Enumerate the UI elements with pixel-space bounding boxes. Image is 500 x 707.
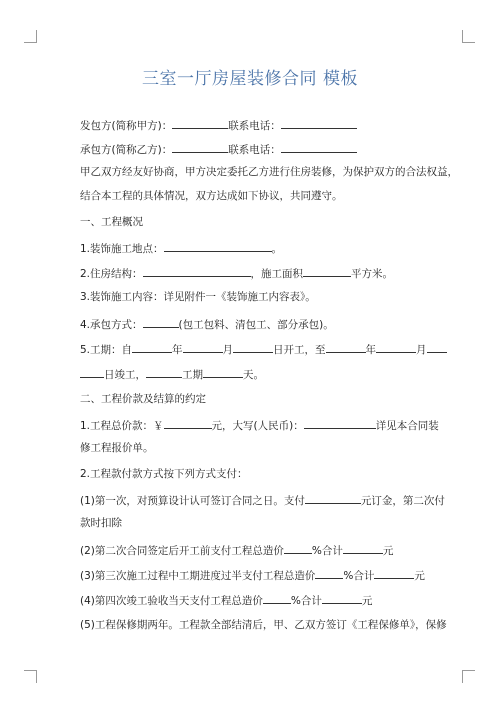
party-b-phone-blank[interactable] xyxy=(281,141,357,153)
deposit-blank[interactable] xyxy=(305,492,361,504)
party-a-phone-blank[interactable] xyxy=(281,117,357,129)
document-title: 三室一厅房屋装修合同 模板 xyxy=(142,69,358,89)
end-day-blank-part2[interactable] xyxy=(80,366,104,378)
end-day-blank-part1[interactable] xyxy=(427,341,447,353)
area-blank[interactable] xyxy=(303,265,351,277)
party-a-line: 发包方(简称甲方)： 联系电话： xyxy=(80,117,450,133)
payment-1: (1)第一次，对预算设计认可签订合同之日。支付 元订金，第二次付 xyxy=(80,492,450,508)
item-1-1: 1.装饰施工地点： 。 xyxy=(80,240,450,256)
item-2-1-cont: 修工程报价单。 xyxy=(80,442,154,454)
item-2-1: 1.工程总价款：￥ 元，大写(人民币)： 详见本合同装 xyxy=(80,417,450,433)
crop-mark-bottom-left xyxy=(24,670,37,683)
crop-mark-top-left xyxy=(24,30,37,43)
item-1-4: 4.承包方式： (包工包料、清包工、部分承包)。 xyxy=(80,316,450,332)
payment-2-amount-blank[interactable] xyxy=(343,542,383,554)
item-1-5: 5.工期：自 年 月 日开工，至 年 月 xyxy=(80,341,450,357)
party-a-name-blank[interactable] xyxy=(172,117,228,129)
section-1-heading: 一、工程概况 xyxy=(80,216,143,228)
site-address-blank[interactable] xyxy=(164,240,272,252)
structure-blank[interactable] xyxy=(143,265,251,277)
item-1-2: 2.住房结构： ，施工面积 平方米。 xyxy=(80,265,450,281)
item-1-3: 3.装饰施工内容：详见附件一《装饰施工内容表》。 xyxy=(80,291,316,303)
payment-2-percent-blank[interactable] xyxy=(284,542,312,554)
payment-4: (4)第四次竣工验收当天支付工程总造价 %合计 元 xyxy=(80,592,450,608)
start-year-blank[interactable] xyxy=(132,341,172,353)
total-price-blank[interactable] xyxy=(164,417,212,429)
item-1-5-cont: 日竣工， 工期 天。 xyxy=(80,366,450,382)
payment-3: (3)第三次施工过程中工期进度过半支付工程总造价 %合计 元 xyxy=(80,567,450,583)
end-year-blank[interactable] xyxy=(326,341,366,353)
duration-days-blank[interactable] xyxy=(203,366,243,378)
start-month-blank[interactable] xyxy=(183,341,223,353)
party-b-name-blank[interactable] xyxy=(172,141,228,153)
payment-4-percent-blank[interactable] xyxy=(263,592,291,604)
start-day-blank[interactable] xyxy=(233,341,273,353)
total-price-words-blank[interactable] xyxy=(304,417,376,429)
payment-3-amount-blank[interactable] xyxy=(374,567,414,579)
party-b-line: 承包方(简称乙方)： 联系电话： xyxy=(80,141,450,157)
duration-blank-a[interactable] xyxy=(146,366,182,378)
crop-mark-top-right xyxy=(462,30,475,43)
payment-3-percent-blank[interactable] xyxy=(315,567,343,579)
section-2-heading: 二、工程价款及结算的约定 xyxy=(80,393,206,405)
payment-2: (2)第二次合同签定后开工前支付工程总造价 %合计 元 xyxy=(80,542,450,558)
contract-mode-blank[interactable] xyxy=(143,316,179,328)
payment-5: (5)工程保修期两年。工程款全部结清后，甲、乙双方签订《工程保修单》，保修 xyxy=(80,619,447,631)
crop-mark-bottom-right xyxy=(462,670,475,683)
item-2-2: 2.工程款付款方式按下列方式支付： xyxy=(80,468,248,480)
end-month-blank[interactable] xyxy=(376,341,416,353)
intro-line-2: 结合本工程的具体情况，双方达成如下协议，共同遵守。 xyxy=(80,190,343,202)
payment-4-amount-blank[interactable] xyxy=(322,592,362,604)
intro-line-1: 甲乙双方经友好协商，甲方决定委托乙方进行住房装修，为保护双方的合法权益， xyxy=(80,166,458,178)
payment-1-cont: 款时扣除 xyxy=(80,517,122,529)
